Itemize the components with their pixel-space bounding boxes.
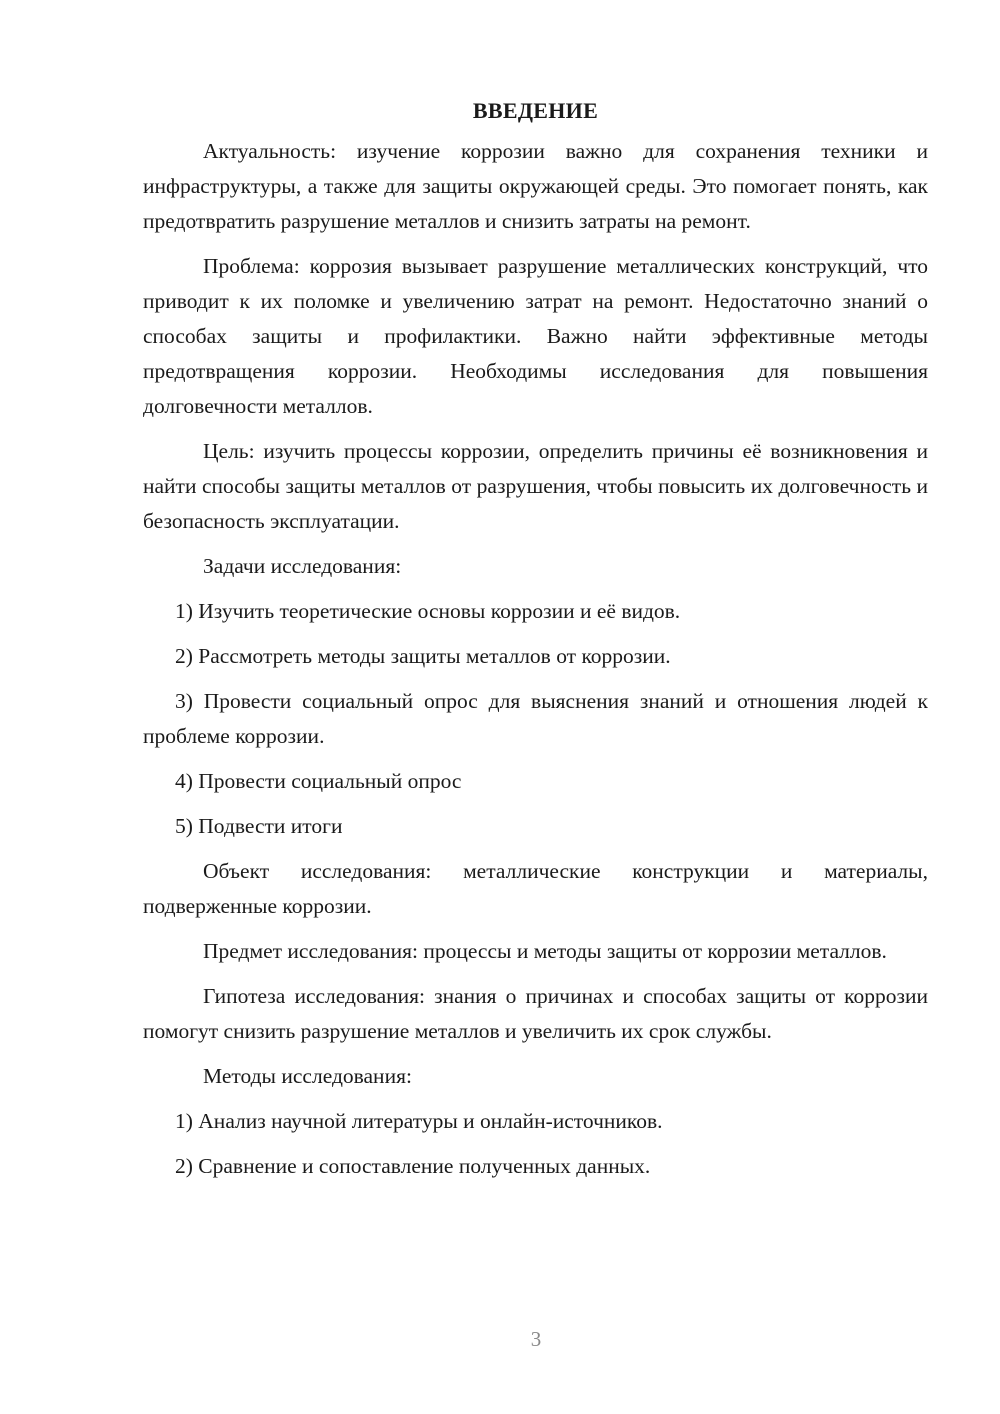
relevance-paragraph: Актуальность: изучение коррозии важно для сохранения техники и инфраструктуры, а также для защиты окружающей среды. Это помогает понять, как предотвратить разрушение металлов и снизить затраты на ремонт. bbox=[143, 139, 928, 233]
method-item-2: 2) Сравнение и сопоставление полученных данных. bbox=[175, 1154, 651, 1178]
method-item-1: 1) Анализ научной литературы и онлайн-источников. bbox=[175, 1109, 663, 1133]
task-item-4: 4) Провести социальный опрос bbox=[175, 769, 462, 793]
object-paragraph: Объект исследования: металлические конструкции и материалы, подверженные коррозии. bbox=[143, 859, 928, 918]
tasks-heading: Задачи исследования: bbox=[203, 554, 402, 578]
page-number: 3 bbox=[530, 1327, 542, 1351]
problem-paragraph: Проблема: коррозия вызывает разрушение металлических конструкций, что приводит к их поломке и увеличению затрат на ремонт. Недостаточно знаний о способах защиты и профилактики. Важно найти эффективные методы предотвращения коррозии. Необходимы исследования для повышения долговечности металлов. bbox=[143, 254, 928, 418]
methods-heading: Методы исследования: bbox=[203, 1064, 412, 1088]
page-title: ВВЕДЕНИЕ bbox=[472, 98, 599, 123]
goal-paragraph: Цель: изучить процессы коррозии, определить причины её возникновения и найти способы защиты металлов от разрушения, чтобы повысить их долговечность и безопасность эксплуатации. bbox=[143, 439, 928, 533]
task-item-2: 2) Рассмотреть методы защиты металлов от коррозии. bbox=[175, 644, 671, 668]
task-item-3: 3) Провести социальный опрос для выяснения знаний и отношения людей к проблеме коррозии. bbox=[143, 689, 928, 748]
document-page bbox=[143, 96, 928, 1194]
hypothesis-paragraph: Гипотеза исследования: знания о причинах и способах защиты от коррозии помогут снизить разрушение металлов и увеличить их срок службы. bbox=[143, 984, 928, 1043]
task-item-5: 5) Подвести итоги bbox=[175, 814, 343, 838]
task-item-1: 1) Изучить теоретические основы коррозии и её видов. bbox=[175, 599, 681, 623]
subject-paragraph: Предмет исследования: процессы и методы защиты от коррозии металлов. bbox=[203, 939, 887, 963]
